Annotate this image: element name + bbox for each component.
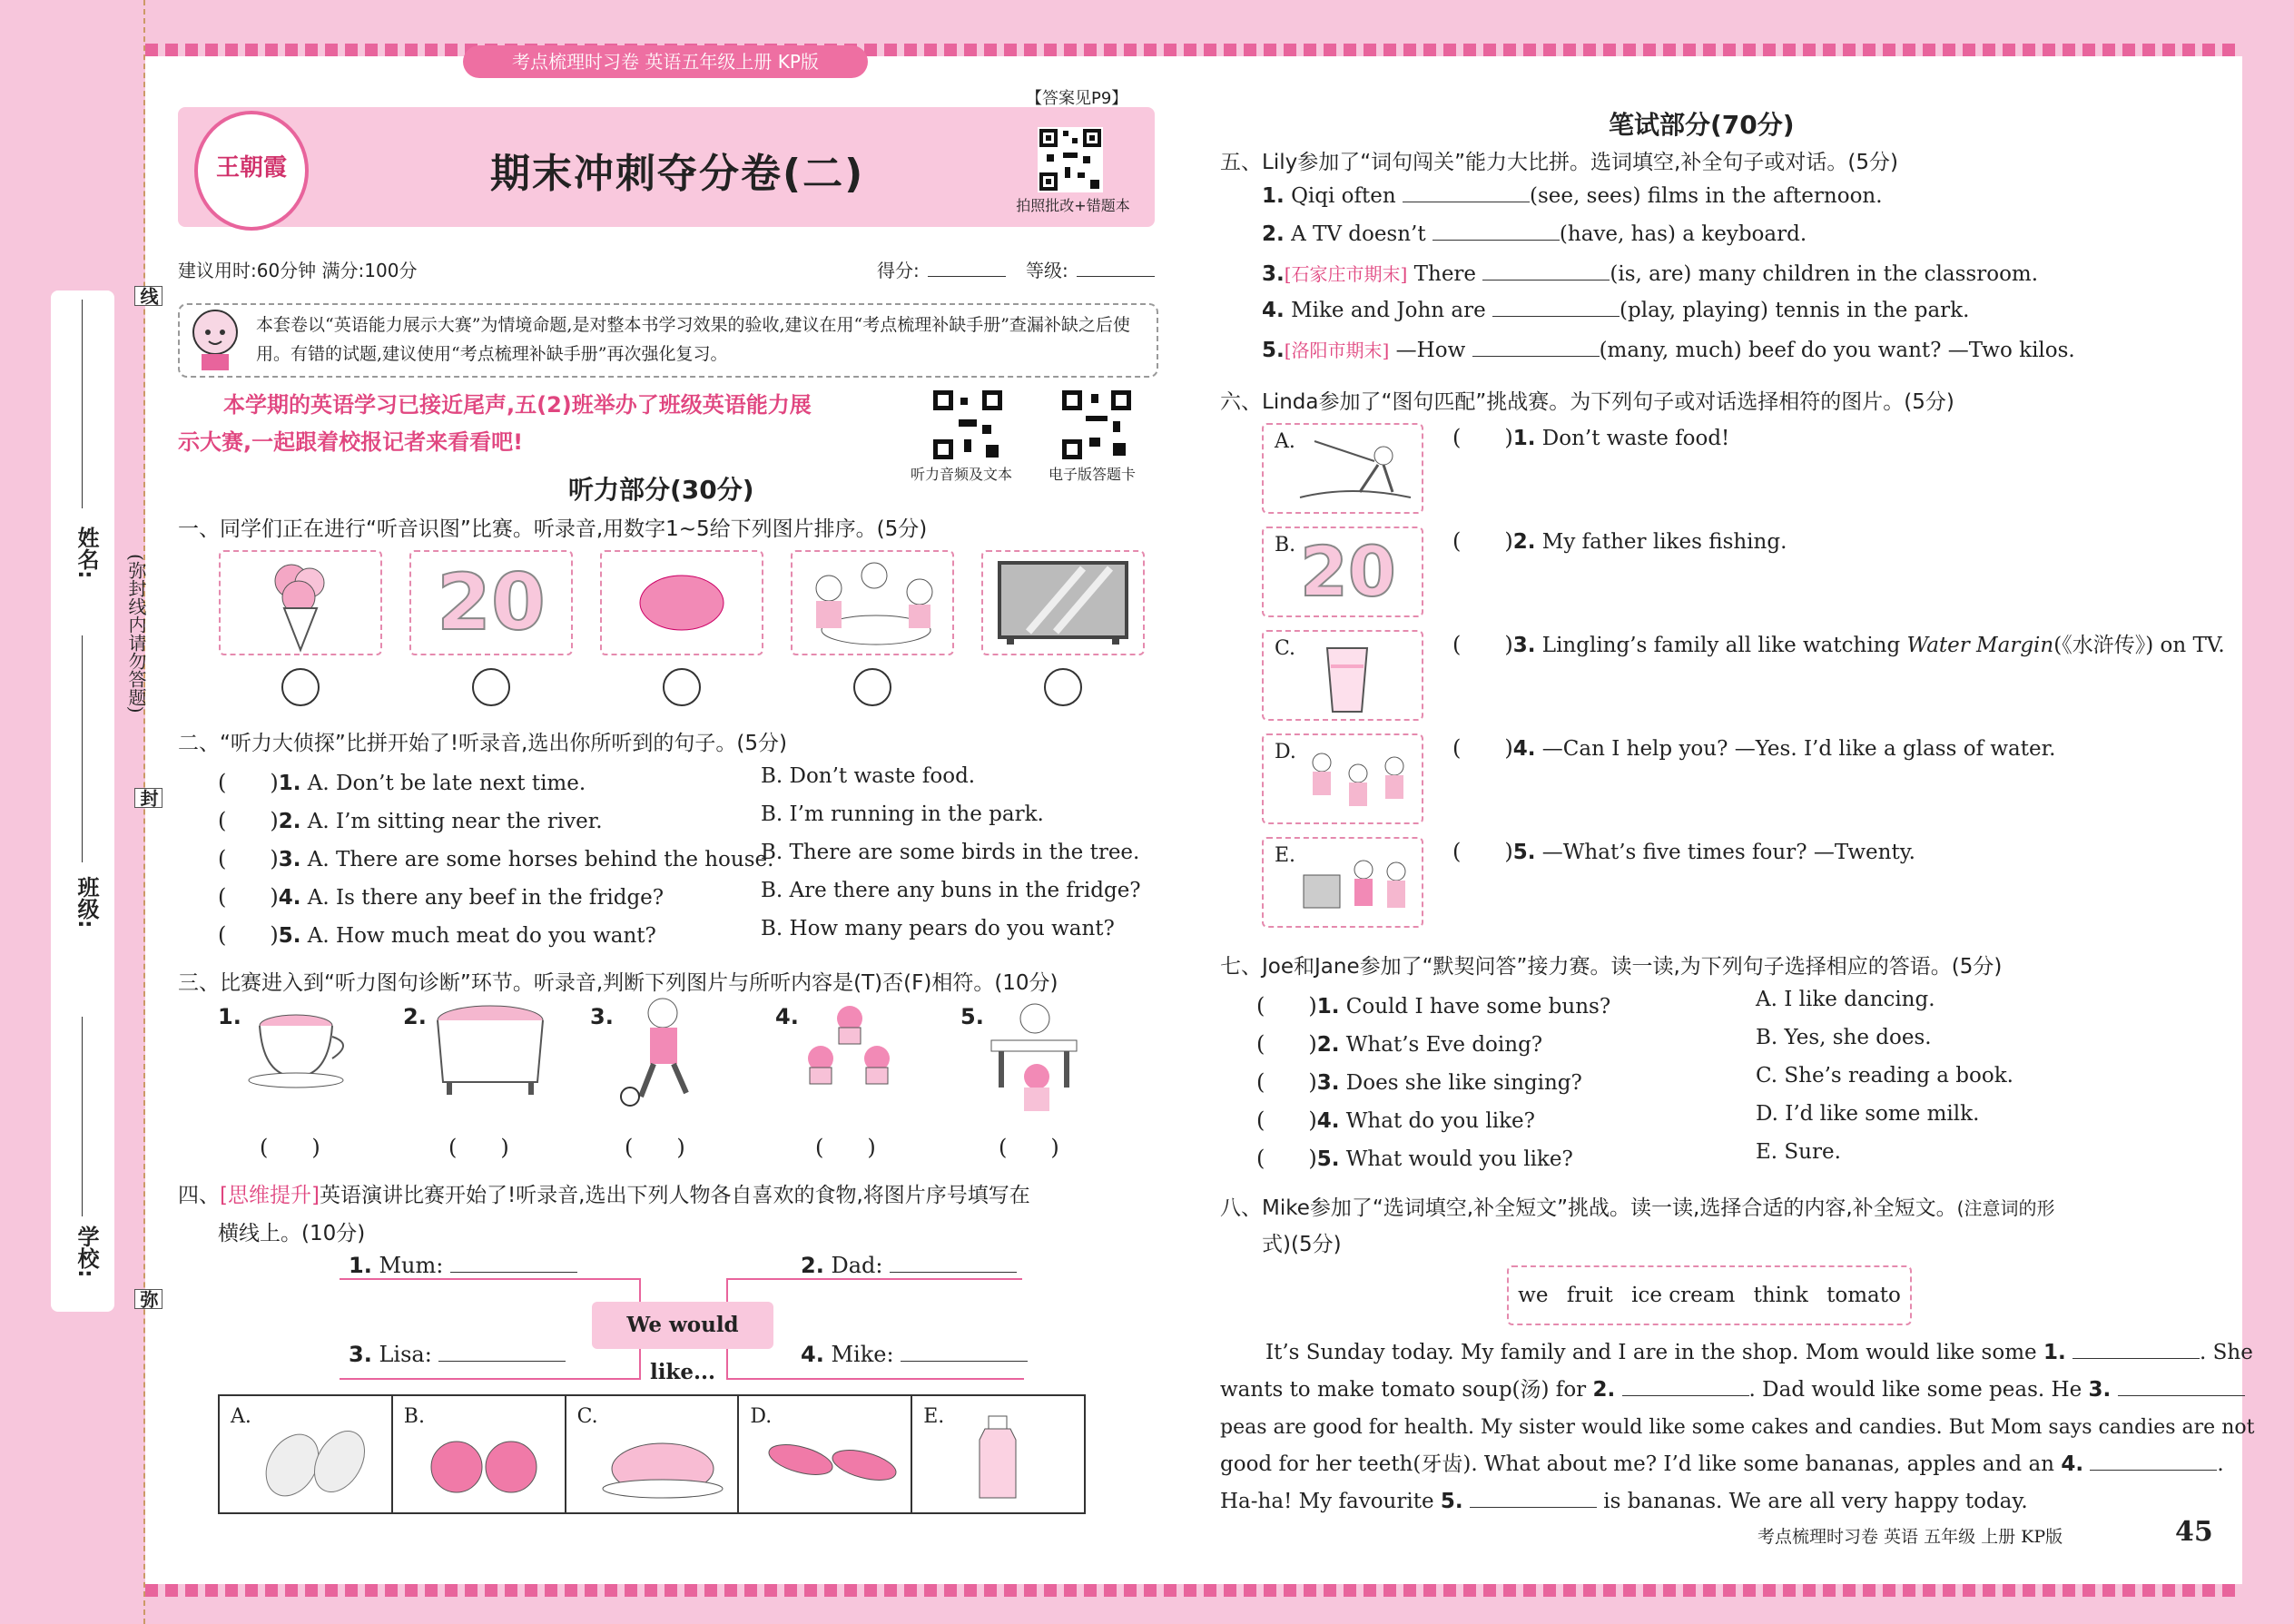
passage-text: It’s Sunday today. My family and I are in the shop. Mom would like some	[1265, 1341, 2037, 1364]
pic-a-fishing	[1262, 423, 1423, 514]
ice-cream-icon	[221, 552, 380, 654]
audio-qr-icon[interactable]	[931, 389, 1004, 461]
answer-blank[interactable]	[1472, 338, 1600, 357]
class-line[interactable]	[82, 635, 83, 862]
lisa-label: Lisa:	[379, 1342, 432, 1367]
logo-text: 王朝霞	[215, 154, 287, 182]
item-num: 4.	[278, 886, 301, 910]
section-8-note: (注意词的形	[1956, 1197, 2055, 1219]
listen-item	[218, 764, 1162, 802]
passage-line	[1220, 1372, 2200, 1409]
answer-paren[interactable]: ( )	[218, 884, 279, 910]
item-num: 2.	[1512, 530, 1536, 554]
cupcakes-icon	[799, 1002, 899, 1093]
item-num: 5.	[1512, 841, 1536, 864]
option-b: B. Don’t waste food.	[761, 764, 976, 788]
pic-letter: D.	[1275, 741, 1296, 763]
item-text: (have, has) a keyboard.	[1559, 222, 1807, 246]
passage-text: .	[2217, 1452, 2224, 1476]
option-b: B. How many pears do you want?	[761, 917, 1115, 940]
cabbage-icon	[256, 1420, 374, 1501]
option-a: A. Is there any beef in the fridge?	[307, 886, 665, 910]
option-letter: D.	[750, 1405, 773, 1428]
fill-item	[1262, 298, 2224, 336]
headline-line-1: 本学期的英语学习已接近尾声,五(2)班举办了班级英语能力展	[223, 392, 812, 418]
answer-paren[interactable]: ( )	[1256, 1031, 1317, 1057]
mike-num: 4.	[801, 1342, 824, 1367]
image-family-eating	[791, 550, 954, 655]
section-4-title-2: 横线上。(10分)	[218, 1222, 366, 1245]
option-letter: C.	[576, 1405, 598, 1428]
match-item	[1452, 833, 2233, 937]
item-text: (many, much) beef do you want? —Two kilos.	[1599, 339, 2075, 362]
tv-icon	[983, 552, 1143, 654]
option-b: B. Are there any buns in the fridge?	[761, 879, 1141, 902]
item-text: (is, are) many children in the classroom.	[1610, 262, 2039, 286]
passage-blank-5[interactable]	[1470, 1489, 1597, 1508]
answer-paren[interactable]: ( )	[1256, 1069, 1317, 1095]
mi-marker: 弥	[134, 1289, 162, 1309]
score-field[interactable]	[928, 276, 1006, 277]
item-num: 4.	[1316, 1109, 1340, 1133]
page-number: 45	[2175, 1516, 2213, 1548]
tf-paren-4[interactable]: ( )	[815, 1135, 876, 1160]
option-a-cell	[220, 1396, 393, 1512]
mum-item	[349, 1253, 577, 1278]
section-4-title	[178, 1178, 1030, 1208]
fill-item	[1262, 221, 2224, 260]
answer-option: C. She’s reading a book.	[1756, 1064, 2013, 1088]
score-label: 得分:	[877, 260, 920, 281]
family-eating-icon	[793, 552, 952, 654]
blank-num: 5.	[1440, 1490, 1463, 1513]
dad-num: 2.	[801, 1253, 824, 1278]
tf-paren-3[interactable]: ( )	[625, 1135, 685, 1160]
section-2-title: 二、“听力大侦探”比拼开始了!听录音,选出你所听到的句子。(5分)	[178, 732, 787, 755]
pic-letter: B.	[1275, 534, 1296, 556]
qa-item	[1256, 1102, 2219, 1140]
milk-bottle-icon	[970, 1412, 1025, 1503]
glass-of-water-icon	[1320, 643, 1374, 715]
listening-heading: 听力部分(30分)	[568, 475, 754, 505]
option-d-cell	[739, 1396, 912, 1512]
answer-card-qr-caption: 电子版答题卡	[1049, 466, 1137, 483]
source-tag: [石家庄市期末]	[1284, 263, 1408, 285]
match-item	[1452, 626, 2233, 730]
section-8-title	[1220, 1191, 2054, 1221]
section-1-title: 一、同学们正在进行“听音识图”比赛。听录音,用数字1~5给下列图片排序。(5分)	[178, 517, 928, 541]
word-bank-item: we	[1518, 1284, 1549, 1307]
option-a: A. I’m sitting near the river.	[307, 810, 603, 833]
image-number-20	[409, 550, 573, 655]
word-bank-item: think	[1753, 1284, 1808, 1307]
answer-paren[interactable]: ( )	[218, 846, 279, 871]
item-text: Lingling’s family all like watching	[1541, 634, 1907, 657]
item-text: My father likes fishing.	[1541, 530, 1787, 554]
passage-text: wants to make tomato soup(汤) for	[1220, 1378, 1587, 1402]
item-num: 5.	[278, 924, 301, 948]
answer-paren[interactable]: ( )	[1452, 735, 1513, 761]
passage-text: . Dad would like some peas. He	[1748, 1378, 2082, 1402]
item-text: Qiqi often	[1291, 184, 1396, 208]
listen-item	[218, 802, 1162, 841]
answer-paren[interactable]: ( )	[1452, 528, 1513, 554]
order-circle-3[interactable]	[663, 668, 701, 706]
passage-text: is bananas. We are all very happy today.	[1603, 1490, 2028, 1513]
section-8-title-2: 式)(5分)	[1262, 1233, 1342, 1256]
image-bread	[600, 550, 763, 655]
section-5-title: 五、Lily参加了“词句闯关”能力大比拼。选词填空,补全句子或对话。(5分)	[1220, 151, 1898, 174]
seal-line	[143, 0, 145, 1624]
we-would-like-box: We would like...	[592, 1302, 773, 1349]
intro-text: 本套卷以“英语能力展示大赛”为情境命题,是对整本书学习效果的验收,建议在用“考点梳理补缺手册”查漏补缺之后使用。有错的试题,建议使用“考点梳理补缺手册”再次强化复习。	[256, 315, 1130, 364]
hot-dog-icon	[764, 1432, 901, 1496]
item-text: Mike and John are	[1291, 299, 1486, 322]
option-c-cell	[566, 1396, 740, 1512]
lisa-num: 3.	[349, 1342, 372, 1367]
question: Could I have some buns?	[1345, 995, 1611, 1019]
tf-paren-1[interactable]: ( )	[260, 1135, 320, 1160]
passage-text: Ha-ha! My favourite	[1220, 1490, 1434, 1513]
answer-blank[interactable]	[1492, 298, 1620, 317]
passage-line	[1220, 1334, 2253, 1372]
pic-d-family-tv	[1262, 733, 1423, 824]
fill-item	[1262, 336, 2224, 374]
s3-num-3: 3.	[590, 1004, 614, 1029]
apples-icon	[424, 1429, 542, 1501]
order-circle-2[interactable]	[472, 668, 510, 706]
order-circle-1[interactable]	[281, 668, 320, 706]
item-num: 2.	[1262, 222, 1285, 246]
headline-line-2: 示大赛,一起跟着校报记者来看看吧!	[178, 429, 524, 455]
mum-underline	[340, 1278, 639, 1280]
page-title: 期末冲刺夺分卷(二)	[490, 151, 865, 197]
item-text: (play, playing) tennis in the park.	[1620, 299, 1970, 322]
item-text: (《水浒传》) on TV.	[2053, 634, 2225, 657]
student-info-box	[51, 290, 114, 1312]
section-3-title: 三、比赛进入到“听力图句诊断”环节。听录音,判断下列图片与所听内容是(T)否(F)相符。(10分)	[178, 971, 1058, 995]
table-icon	[427, 999, 554, 1098]
listen-item	[218, 841, 1162, 879]
option-a: A. How much meat do you want?	[307, 924, 656, 948]
passage-blank-4[interactable]	[2090, 1452, 2217, 1471]
answer-paren[interactable]: ( )	[218, 770, 279, 795]
bread-icon	[602, 552, 762, 654]
passage	[1220, 1334, 2255, 1521]
option-letter: E.	[923, 1405, 945, 1428]
word-bank	[1507, 1265, 1912, 1325]
top-border	[145, 44, 2242, 56]
question: What would you like?	[1345, 1147, 1573, 1171]
section-4-prefix: 四、	[178, 1184, 220, 1207]
footer-text: 考点梳理时习卷 英语 五年级 上册 KP版	[1757, 1527, 2063, 1547]
section-5-list	[1262, 183, 2224, 374]
item-num: 1.	[278, 772, 301, 795]
word-bank-item: tomato	[1826, 1284, 1901, 1307]
listen-item	[218, 917, 1162, 955]
mike-label: Mike:	[831, 1342, 894, 1367]
shop-scene-icon	[1300, 848, 1418, 920]
class-label: 班级:	[74, 876, 99, 929]
answer-paren[interactable]: ( )	[218, 922, 279, 948]
grade-field[interactable]	[1077, 276, 1155, 277]
school-line[interactable]	[82, 1017, 83, 1216]
pic-c-water	[1262, 630, 1423, 721]
item-num: 5.	[1316, 1147, 1340, 1171]
passage-line	[1220, 1446, 2224, 1483]
question: What do you like?	[1345, 1109, 1535, 1133]
s3-num-5: 5.	[960, 1004, 984, 1029]
tf-paren-2[interactable]: ( )	[448, 1135, 509, 1160]
item-text: —How	[1395, 339, 1466, 362]
item-num: 2.	[278, 810, 301, 833]
answer-option: B. Yes, she does.	[1756, 1026, 1932, 1049]
item-text: —What’s five times four? —Twenty.	[1541, 841, 1915, 864]
dad-underline	[726, 1278, 1022, 1280]
item-text: Don’t waste food!	[1541, 427, 1730, 450]
passage-text: good for her teeth(牙齿). What about me? I’d like some bananas, apples and an	[1220, 1452, 2054, 1476]
top-banner: 考点梳理时习卷 英语五年级上册 KP版	[463, 45, 868, 78]
blank-num: 2.	[1592, 1378, 1616, 1402]
item-num: 3.	[1262, 262, 1285, 286]
s3-num-4: 4.	[775, 1004, 799, 1029]
listen-item	[218, 879, 1162, 917]
fill-item	[1262, 183, 2224, 221]
number-twenty: 20	[437, 557, 546, 648]
option-a: A. Don’t be late next time.	[307, 772, 586, 795]
word-bank-item: ice cream	[1631, 1284, 1736, 1307]
option-b-cell	[393, 1396, 566, 1512]
section-4-tag: [思维提升]	[220, 1184, 320, 1207]
dad-blank[interactable]	[890, 1254, 1017, 1273]
answer-paren[interactable]: ( )	[218, 808, 279, 833]
grade-label: 等级:	[1026, 260, 1068, 281]
blank-num: 4.	[2061, 1452, 2084, 1476]
section-7-list	[1256, 988, 2219, 1178]
mike-item	[801, 1342, 1028, 1367]
s3-num-2: 2.	[403, 1004, 427, 1029]
fill-item	[1262, 260, 2224, 298]
pic-letter: E.	[1275, 844, 1296, 867]
match-item	[1452, 730, 2233, 833]
image-ice-cream	[219, 550, 382, 655]
answer-ref: 【答案见P9】	[1026, 89, 1128, 108]
exam-meta: 建议用时:60分钟 满分:100分	[178, 260, 418, 281]
audio-qr-caption: 听力音频及文本	[911, 466, 1013, 483]
mike-blank[interactable]	[901, 1343, 1028, 1362]
tf-paren-5[interactable]: ( )	[999, 1135, 1059, 1160]
bottom-border	[145, 1584, 2242, 1597]
answer-option: D. I’d like some milk.	[1756, 1102, 1980, 1126]
school-label: 学校:	[74, 1225, 99, 1278]
match-item	[1452, 419, 2233, 523]
option-b: B. I’m running in the park.	[761, 802, 1044, 826]
item-num: 1.	[1512, 427, 1536, 450]
section-4-text: 英语演讲比赛开始了!听录音,选出下列人物各自喜欢的食物,将图片序号填写在	[319, 1184, 1030, 1207]
answer-paren[interactable]: ( )	[1256, 1146, 1317, 1171]
order-circle-5[interactable]	[1044, 668, 1082, 706]
mum-label: Mum:	[379, 1253, 444, 1278]
logo	[194, 111, 309, 231]
seal-note: (弥封线内请勿答题)	[125, 554, 147, 714]
question: Does she like singing?	[1345, 1071, 1582, 1095]
pic-e-shopping	[1262, 837, 1423, 928]
qr-code-icon[interactable]	[1038, 127, 1103, 192]
option-letter: A.	[231, 1405, 251, 1428]
food-options	[218, 1394, 1086, 1514]
section-7-title: 七、Joe和Jane参加了“默契问答”接力赛。读一读,为下列句子选择相应的答语。(5分)	[1220, 955, 2003, 979]
item-num: 4.	[1512, 737, 1536, 761]
number-twenty: 20	[1300, 531, 1396, 612]
dad-label: Dad:	[831, 1253, 883, 1278]
tea-cup-icon	[243, 999, 356, 1089]
pic-b-number	[1262, 527, 1423, 617]
qa-item	[1256, 1140, 2219, 1178]
item-text: (see, sees) films in the afternoon.	[1530, 184, 1883, 208]
answer-paren[interactable]: ( )	[1452, 632, 1513, 657]
written-heading: 笔试部分(70分)	[1609, 110, 1795, 140]
option-b: B. There are some birds in the tree.	[761, 841, 1140, 864]
mum-num: 1.	[349, 1253, 372, 1278]
name-line[interactable]	[82, 300, 83, 508]
fishing-icon	[1296, 438, 1414, 507]
s3-num-1: 1.	[218, 1004, 241, 1029]
answer-card-qr-icon[interactable]	[1060, 389, 1133, 461]
item-italic: Water Margin	[1906, 634, 2054, 657]
answer-paren[interactable]: ( )	[1256, 1107, 1317, 1133]
line-marker: 线	[134, 286, 162, 306]
section-2-list	[218, 764, 1162, 955]
answer-paren[interactable]: ( )	[1452, 425, 1513, 450]
dad-item	[801, 1253, 1017, 1278]
lisa-blank[interactable]	[438, 1343, 566, 1362]
seal-marker: 封	[134, 788, 162, 808]
item-text: —Can I help you? —Yes. I’d like a glass of water.	[1541, 737, 2056, 761]
order-circle-4[interactable]	[853, 668, 891, 706]
qr-caption: 拍照批改+错题本	[1016, 197, 1130, 214]
lisa-item	[349, 1342, 566, 1367]
item-num: 3.	[1512, 634, 1536, 657]
match-item	[1452, 523, 2233, 626]
item-num: 4.	[1262, 299, 1285, 322]
answer-option: E. Sure.	[1756, 1140, 1841, 1164]
answer-paren[interactable]: ( )	[1256, 993, 1317, 1019]
word-bank-item: fruit	[1566, 1284, 1613, 1307]
answer-blank[interactable]	[1482, 261, 1610, 281]
boy-football-icon	[614, 995, 704, 1113]
answer-blank[interactable]	[1403, 183, 1530, 202]
girl-mascot-icon	[185, 305, 245, 372]
pic-letter: A.	[1275, 430, 1295, 453]
item-text: A TV doesn’t	[1291, 222, 1426, 246]
answer-option: A. I like dancing.	[1756, 988, 1935, 1011]
passage-line	[1220, 1483, 2200, 1521]
section-6-title: 六、Linda参加了“图句匹配”挑战赛。为下列句子或对话选择相符的图片。(5分)	[1220, 390, 1954, 414]
question: What’s Eve doing?	[1345, 1033, 1543, 1057]
passage-blank-1[interactable]	[2072, 1340, 2200, 1359]
option-letter: B.	[403, 1405, 425, 1428]
item-num: 3.	[278, 848, 301, 871]
item-num: 5.	[1262, 339, 1285, 362]
source-tag: [洛阳市期末]	[1284, 340, 1390, 361]
blank-num: 1.	[2043, 1341, 2066, 1364]
qa-item	[1256, 988, 2219, 1026]
section-6-list	[1452, 419, 2233, 937]
chicken-icon	[599, 1432, 726, 1505]
pic-letter: C.	[1275, 637, 1296, 660]
item-num: 3.	[1316, 1071, 1340, 1095]
blank-num: 3.	[2088, 1378, 2112, 1402]
option-a: A. There are some horses behind the house.	[307, 848, 774, 871]
passage-text: . She	[2200, 1341, 2253, 1364]
name-label: 姓名:	[74, 527, 99, 579]
family-scene-icon	[1304, 743, 1416, 819]
image-tv	[981, 550, 1145, 655]
option-e-cell	[912, 1396, 1084, 1512]
section-8-text: 八、Mike参加了“选词填空,补全短文”挑战。读一读,选择合适的内容,补全短文。	[1220, 1196, 1957, 1220]
answer-blank[interactable]	[1433, 221, 1560, 241]
passage-blank-3[interactable]	[2118, 1377, 2245, 1396]
answer-paren[interactable]: ( )	[1452, 839, 1513, 864]
girl-desk-icon	[984, 999, 1084, 1117]
item-text: There	[1413, 262, 1477, 286]
item-num: 1.	[1316, 995, 1340, 1019]
item-num: 2.	[1316, 1033, 1340, 1057]
passage-line: peas are good for health. My sister would like some cakes and candies. But Mom says candies are not	[1220, 1416, 2255, 1439]
mum-blank[interactable]	[450, 1254, 577, 1273]
passage-blank-2[interactable]	[1622, 1377, 1749, 1396]
qa-item	[1256, 1064, 2219, 1102]
qa-item	[1256, 1026, 2219, 1064]
item-num: 1.	[1262, 184, 1285, 208]
